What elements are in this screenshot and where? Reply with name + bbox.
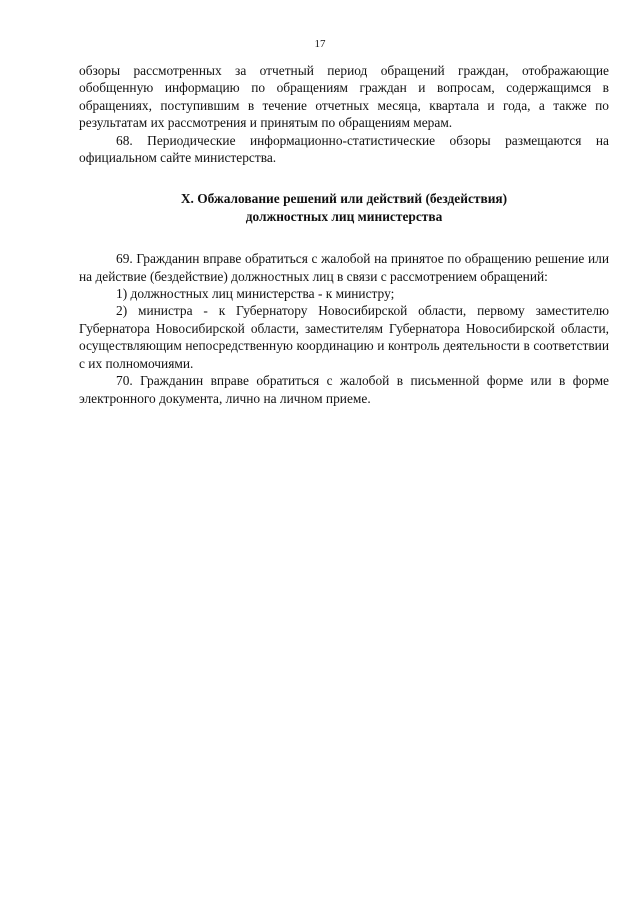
paragraph-69-item-1: 1) должностных лиц министерства - к министру; — [116, 286, 395, 302]
page-number: 17 — [314, 38, 326, 50]
document-body — [79, 62, 609, 407]
paragraph-continuation-reviews: обзоры рассмотренных за отчетный период обращений граждан, отображающие обобщенную информацию по обращениям граждан и вопросам, содержащимся в обращениях, поступившим в течение отчетных месяца, квартала и года, а также по результатам их рассмотрения и принятым по обращениям мерам. — [79, 63, 609, 131]
paragraph-68: 68. Периодические информационно-статистические обзоры размещаются на официальном сайте министерства. — [79, 132, 609, 166]
paragraph-69: 69. Гражданин вправе обратиться с жалобой на принятое по обращению решение или на действие (бездействие) должностных лиц в связи с рассмотрением обращений: — [79, 251, 609, 284]
section-heading-line-1: X. Обжалование решений или действий (бездействия) — [180, 191, 508, 207]
section-heading-line-2: должностных лиц министерства — [245, 208, 443, 224]
paragraph-69-item-2: 2) министра - к Губернатору Новосибирской области, первому заместителю Губернатора Новосибирской области, заместителям Губернатора Новосибирской области, осуществляющим непосредственную координацию и контроль деятельности в соответствии с их полномочиями. — [79, 303, 609, 371]
paragraph-70: 70. Гражданин вправе обратиться с жалобой в письменной форме или в форме электронного документа, лично на личном приеме. — [79, 373, 609, 406]
section-heading — [79, 190, 609, 225]
